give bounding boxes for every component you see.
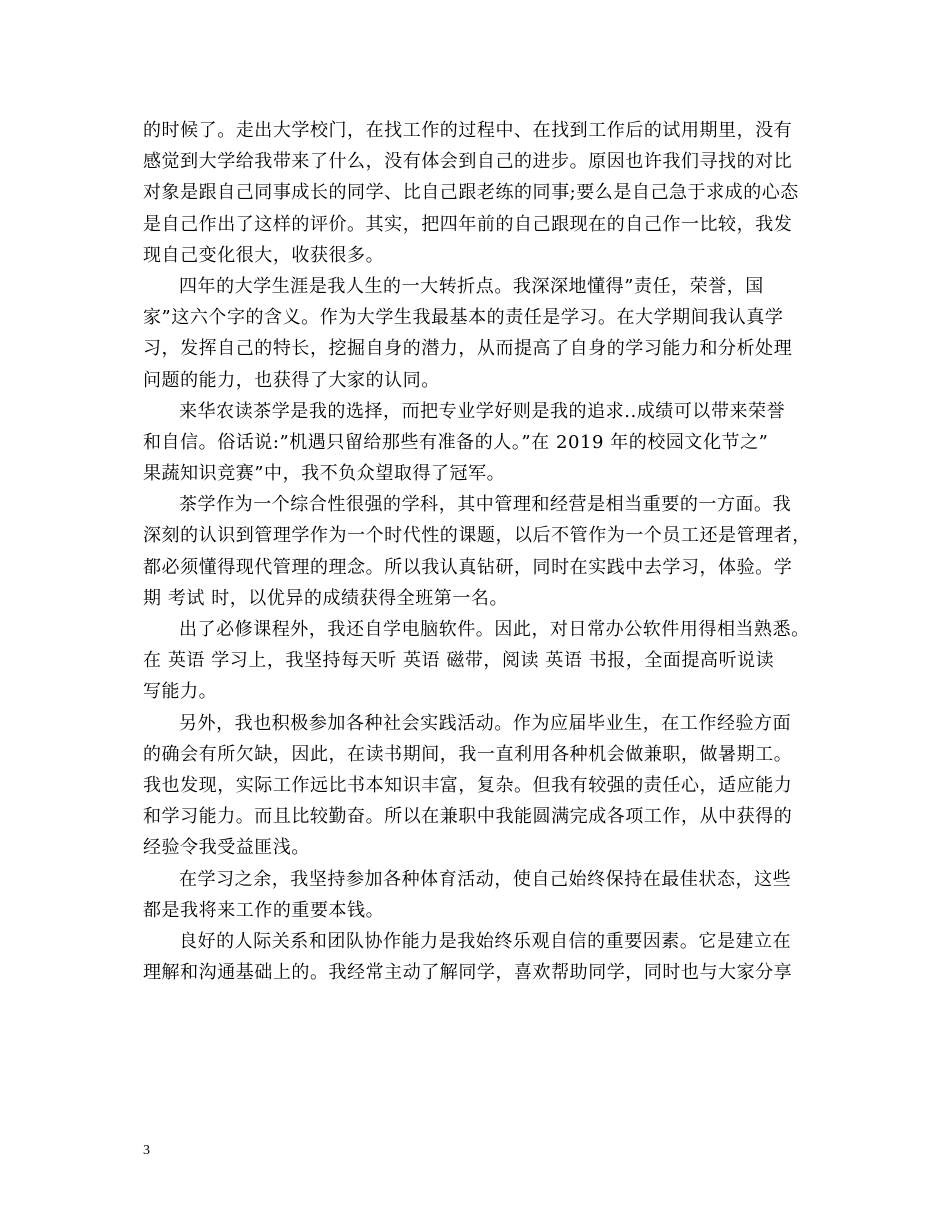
paragraph-first-line: 四年的大学生涯是我人生的一大转折点。我深深地懂得”责任，荣誉，国	[179, 275, 764, 297]
text-line: 家”这六个字的含义。作为大学生我最基本的责任是学习。在大学期间我认真学	[143, 307, 784, 329]
text-line: 在 英语 学习上，我坚持每天听 英语 磁带，阅读 英语 书报，全面提高听说读	[143, 650, 775, 672]
text-line: 感觉到大学给我带来了什么，没有体会到自己的进步。原因也许我们寻找的对比	[143, 151, 793, 173]
text-line: 果蔬知识竞赛”中，我不负众望取得了冠军。	[143, 463, 506, 485]
body-text	[143, 115, 823, 988]
text-line: 经验令我受益匪浅。	[143, 837, 310, 859]
paragraph-first-line: 在学习之余，我坚持参加各种体育活动，使自己始终保持在最佳状态，这些	[179, 868, 792, 890]
paragraph-first-line: 茶学作为一个综合性很强的学科，其中管理和经营是相当重要的一方面。我	[179, 494, 792, 516]
text-line: 习，发挥自己的特长，挖掘自身的潜力，从而提高了自身的学习能力和分析处理	[143, 338, 793, 360]
text-line: 期 考试 时，以优异的成绩获得全班第一名。	[143, 587, 508, 609]
text-line: 是自己作出了这样的评价。其实，把四年前的自己跟现在的自己作一比较，我发	[143, 213, 793, 235]
text-line: 对象是跟自己同事成长的同学、比自己跟老练的同事;要么是自己急于求成的心态	[143, 182, 799, 204]
text-line: 我也发现，实际工作远比书本知识丰富，复杂。但我有较强的责任心，适应能力	[143, 774, 793, 796]
text-line: 写能力。	[143, 681, 218, 703]
text-line: 深刻的认识到管理学作为一个时代性的课题，以后不管作为一个员工还是管理者，	[143, 525, 811, 547]
text-line: 的时候了。走出大学校门，在找工作的过程中、在找到工作后的试用期里，没有	[143, 120, 793, 141]
text-line: 都必须懂得现代管理的理念。所以我认真钻研，同时在实践中去学习，体验。学	[143, 556, 793, 578]
text-line: 理解和沟通基础上的。我经常主动了解同学，喜欢帮助同学，同时也与大家分享	[143, 962, 793, 984]
text-line: 问题的能力，也获得了大家的认同。	[143, 369, 440, 391]
paragraph-first-line: 另外，我也积极参加各种社会实践活动。作为应届毕业生，在工作经验方面	[179, 712, 792, 734]
text-line: 现自己变化很大，收获很多。	[143, 244, 385, 266]
paragraph-first-line: 来华农读茶学是我的选择，而把专业学好则是我的追求..成绩可以带来荣誉	[179, 400, 786, 422]
page-number: 3	[143, 1143, 150, 1158]
text-line: 和自信。俗话说:”机遇只留给那些有准备的人。”在 2019 年的校园文化节之”	[143, 431, 769, 453]
paragraph-first-line: 良好的人际关系和团队协作能力是我始终乐观自信的重要因素。它是建立在	[179, 930, 792, 952]
text-line: 和学习能力。而且比较勤奋。所以在兼职中我能圆满完成各项工作，从中获得的	[143, 806, 793, 828]
text-line: 都是我将来工作的重要本钱。	[143, 899, 385, 921]
paragraph-first-line: 出了必修课程外，我还自学电脑软件。因此，对日常办公软件用得相当熟悉。	[179, 619, 810, 640]
text-line: 的确会有所欠缺，因此，在读书期间，我一直利用各种机会做兼职，做暑期工。	[143, 743, 793, 765]
